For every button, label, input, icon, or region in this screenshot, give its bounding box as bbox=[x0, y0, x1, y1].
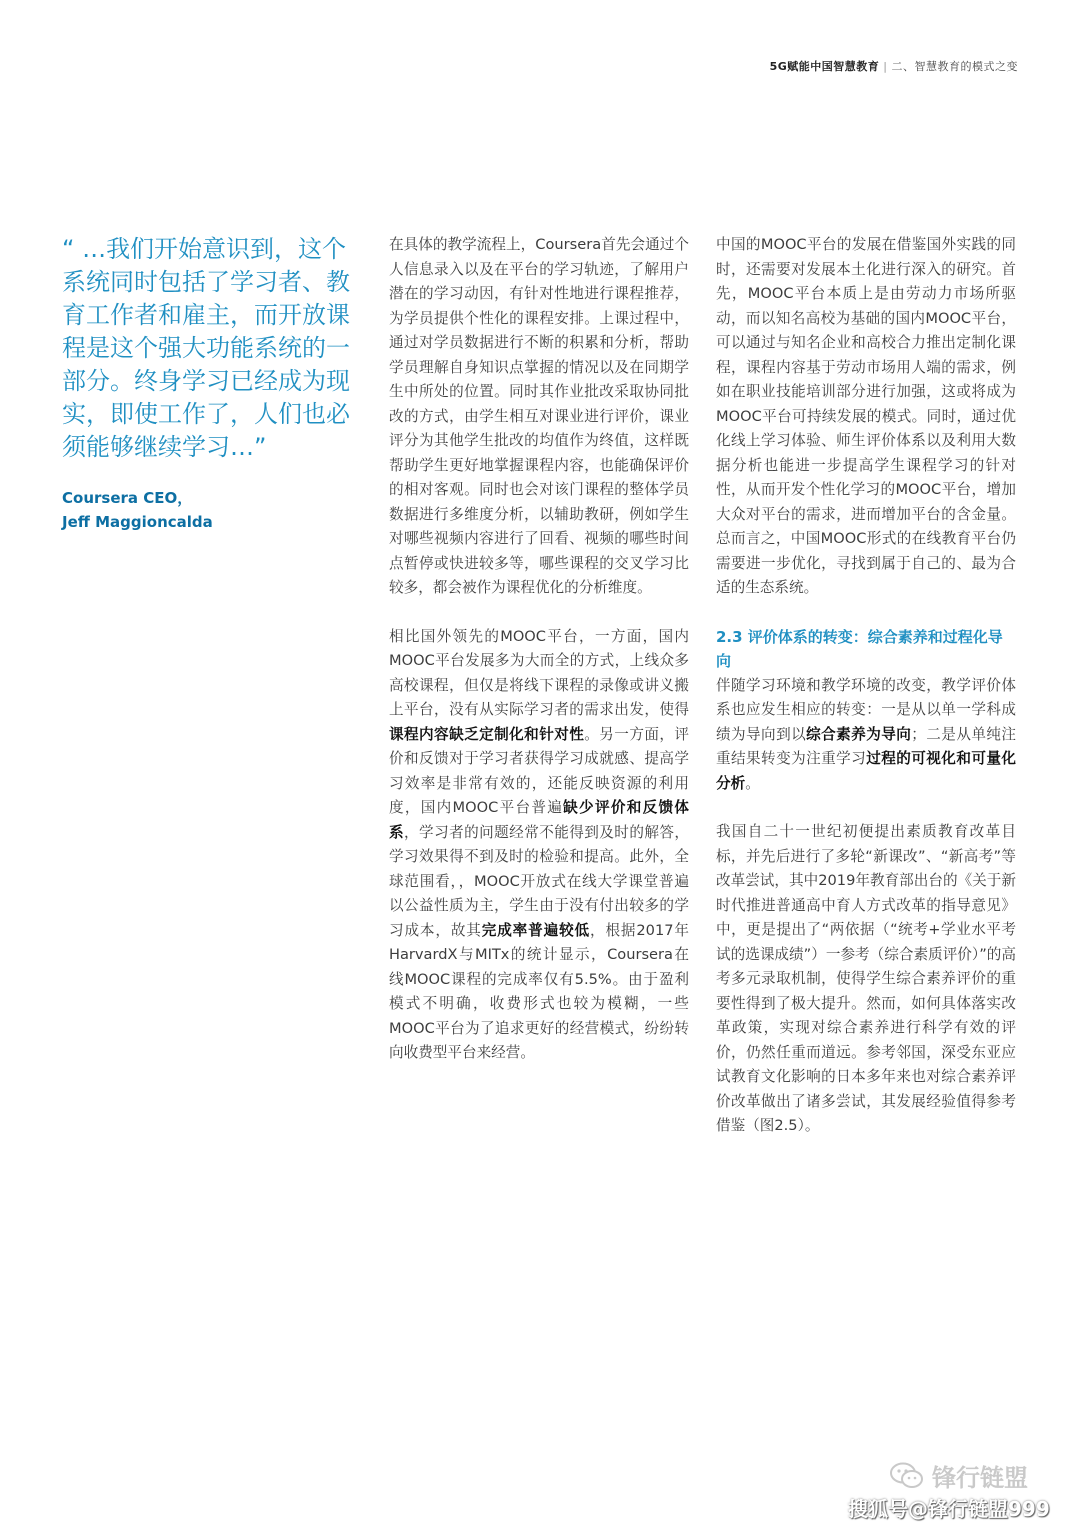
section-heading: 2.3 评价体系的转变：综合素养和过程化导向 bbox=[716, 627, 1003, 670]
paragraph-evaluation-shift bbox=[716, 674, 1016, 797]
watermark-logo bbox=[890, 1458, 1028, 1493]
running-header bbox=[770, 58, 1018, 74]
paragraph-quality-education: 我国自二十一世纪初便提出素质教育改革目标，并先后进行了多轮“新课改”、“新高考”等改革尝试，其中2019年教育部出台的《关于新时代推进普通高中育人方式改革的指导意见》中，更是提出了“两依据（“统考+学业水平考试的选课成绩”）一参考（综合素质评价）”的高考多元录取机制，使得学生综合素养评价的重要性得到了极大提升。然而，如何具体落实改革政策，实现对综合素养进行科学有效的评价，仍然任重而道远。参考邻国，深受东亚应试教育文化影响的日本多年来也对综合素养评价改革做出了诸多尝试，其发展经验值得参考借鉴（图2.5）。 bbox=[716, 823, 1016, 1134]
emphasis-text: 综合素养为导向 bbox=[806, 725, 912, 743]
attribution-role: Coursera CEO， bbox=[62, 489, 193, 507]
emphasis-text: 课程内容缺乏定制化和针对性 bbox=[389, 725, 585, 743]
header-separator: | bbox=[883, 60, 888, 73]
emphasis-text: 完成率普遍较低 bbox=[481, 921, 590, 939]
paragraph-china-mooc: 中国的MOOC平台的发展在借鉴国外实践的同时，还需要对发展本土化进行深入的研究。首先，MOOC平台本质上是由劳动力市场所驱动，而以知名高校为基础的国内MOOC平台，可以通过与知名企业和高校合力推出定制化课程，课程内容基于劳动市场用人端的需求，例如在职业技能培训部分进行加强，这或将成为MOOC平台可持续发展的模式。同时，通过优化线上学习体验、师生评价体系以及利用大数据分析也能进一步提高学生课程学习的针对性，从而开发个性化学习的MOOC平台，增加大众对平台的需求，进而增加平台的含金量。总而言之，中国MOOC形式的在线教育平台仍需要进一步优化，寻找到属于自己的、最为合适的生态系统。 bbox=[716, 236, 1016, 596]
watermark-logo-text: 锋行链盟 bbox=[932, 1464, 1028, 1492]
watermark-source: 搜狐号@锋行链盟999 bbox=[848, 1497, 1050, 1521]
text-run: 。 bbox=[745, 774, 760, 792]
text-run: 相比国外领先的MOOC平台，一方面，国内MOOC平台发展多为大而全的方式，上线众多高校课程，但仅是将线下课程的录像或讲义搬上平台，没有从实际学习者的需求出发，使得 bbox=[389, 627, 689, 718]
text-column-1 bbox=[389, 233, 689, 1090]
attribution-name: Jeff Maggioncalda bbox=[62, 513, 213, 531]
pull-quote: “ …我们开始意识到，这个系统同时包括了学习者、教育工作者和雇主，而开放课程是这个强大功能系统的一部分。终身学习已经成为现实，即使工作了，人们也必须能够继续学习…” bbox=[62, 235, 350, 461]
paragraph-domestic-mooc bbox=[389, 625, 689, 1066]
emphasis-text: 过程的可视化和可量化分析 bbox=[716, 750, 1016, 792]
emphasis-text: 缺少评价和反馈体系 bbox=[389, 799, 689, 841]
header-section: 二、智慧教育的模式之变 bbox=[891, 60, 1018, 73]
text-run: ，根据2017年HarvardX与MITx的统计显示，Coursera在线MOOC课程的完成率仅有5.5%。由于盈利模式不明确，收费形式也较为模糊，一些MOOC平台为了追求更好的经营模式，纷纷转向收费型平台来经营。 bbox=[389, 921, 689, 1061]
quote-attribution bbox=[62, 486, 362, 534]
text-column-2 bbox=[716, 233, 1016, 1163]
text-run: ，学习者的问题经常不能得到及时的解答，学习效果得不到及时的检验和提高。此外，全球范围看，，MOOC开放式在线大学课堂普遍以公益性质为主，学生由于没有付出较多的学习成本，故其 bbox=[389, 823, 689, 939]
wechat-icon bbox=[890, 1462, 924, 1490]
header-title: 5G赋能中国智慧教育 bbox=[769, 60, 880, 73]
text-run: 。另一方面，评价和反馈对于学习者获得学习成就感、提高学习效率是非常有效的，还能反映资源的利用度，国内MOOC平台普遍 bbox=[389, 725, 689, 816]
text-run: ；二是从单纯注重结果转变为注重学习 bbox=[716, 725, 1016, 767]
paragraph-coursera-process: 在具体的教学流程上，Coursera首先会通过个人信息录入以及在平台的学习轨迹，了解用户潜在的学习动因，有针对性地进行课程推荐，为学员提供个性化的课程安排。上课过程中，通过对学员数据进行不断的积累和分析，帮助学员理解自身知识点掌握的情况以及在同期学生中所处的位置。同时其作业批改采取协同批改的方式，由学生相互对课业进行评价，课业评分为其他学生批改的均值作为终值，这样既帮助学生更好地掌握课程内容，也能确保评价的相对客观。同时也会对该门课程的整体学员数据进行多维度分析，以辅助教研，例如学生对哪些视频内容进行了回看、视频的哪些时间点暂停或快进较多等，哪些课程的交叉学习比较多，都会被作为课程优化的分析维度。 bbox=[389, 236, 689, 596]
text-run: 伴随学习环境和教学环境的改变，教学评价体系也应发生相应的转变：一是从以单一学科成绩为导向到以 bbox=[716, 676, 1016, 743]
